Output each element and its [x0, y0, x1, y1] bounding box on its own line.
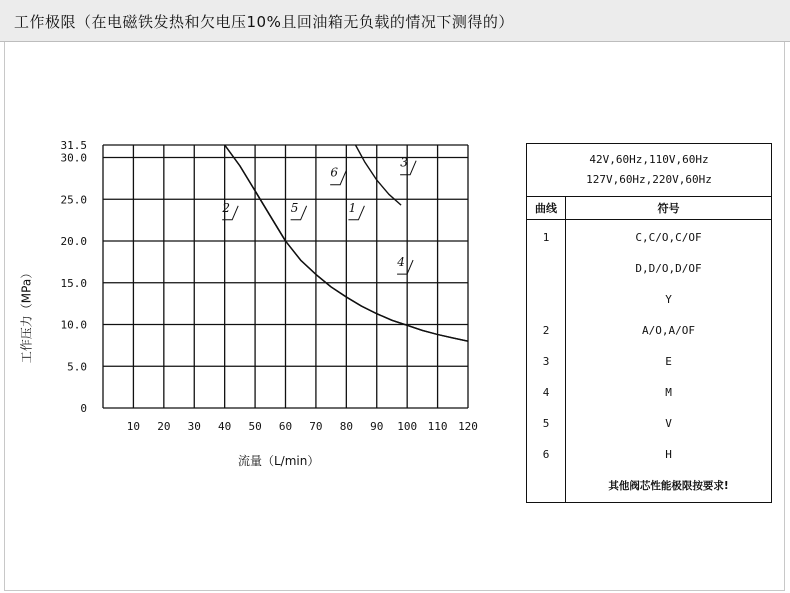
symbol-cell: Y	[665, 293, 672, 306]
curve-5	[255, 191, 346, 297]
symbol-cell: E	[665, 355, 672, 368]
curve-3	[356, 145, 402, 205]
curve-column	[527, 220, 566, 503]
symbol-cell: V	[665, 417, 672, 430]
y-tick-label: 30.0	[60, 151, 87, 165]
symbol-cell: D,D/O,D/OF	[635, 262, 702, 275]
x-tick-label: 120	[458, 420, 478, 433]
curve-label: 3	[400, 155, 408, 170]
x-tick-label: 90	[370, 420, 384, 433]
symbol-cell: H	[665, 448, 672, 461]
symbol-cell: A/O,A/OF	[642, 324, 695, 337]
x-tick-label: 100	[397, 420, 418, 433]
x-tick-label: 10	[126, 420, 141, 433]
curve-label: 5	[290, 200, 299, 215]
x-tick-label: 20	[157, 420, 171, 433]
x-axis-title: 流量（L/min）	[238, 454, 320, 468]
curve-cell: 4	[542, 386, 550, 399]
y-tick-label: 0	[80, 402, 87, 415]
y-tick-label: 31.5	[60, 139, 87, 152]
curve-cell: 3	[542, 355, 550, 368]
voltage-header-line-2: 127V,60Hz,220V,60Hz	[586, 173, 712, 186]
x-tick-label: 110	[427, 420, 448, 433]
y-tick-label: 15.0	[60, 276, 87, 290]
x-tick-label: 30	[187, 420, 201, 433]
x-tick-label: 70	[309, 420, 323, 433]
tick-labels	[61, 139, 478, 433]
curve-cell: 6	[542, 448, 550, 461]
y-tick-label: 25.0	[60, 193, 87, 207]
voltage-header-line-1: 42V,60Hz,110V,60Hz	[589, 153, 709, 166]
page-title: 工作极限（在电磁铁发热和欠电压10%且回油箱无负载的情况下测得的）	[14, 13, 514, 31]
x-tick-label: 50	[248, 420, 262, 433]
curve-cell: 5	[542, 417, 550, 430]
symbol-cell: M	[665, 386, 672, 399]
curve-symbol-table	[526, 143, 772, 503]
y-tick-label: 10.0	[60, 318, 87, 332]
curve-label: 1	[348, 200, 357, 215]
curve-cell: 1	[542, 231, 550, 244]
y-tick-label: 5.0	[67, 360, 87, 374]
curve-label-leaders	[221, 156, 416, 274]
symbol-cell: C,C/O,C/OF	[635, 231, 702, 244]
x-tick-label: 60	[278, 420, 293, 433]
symbol-column	[566, 220, 772, 503]
table-note: 其他阀芯性能极限按要求!	[608, 480, 729, 492]
curve-column-header: 曲线	[527, 197, 566, 220]
curve-cell: 2	[542, 324, 550, 337]
voltage-header-row	[527, 144, 772, 197]
x-tick-label: 40	[218, 420, 232, 433]
table-body-row	[527, 220, 772, 503]
curve-cell	[527, 253, 565, 284]
y-tick-label: 20.0	[60, 235, 87, 249]
curve-label: 6	[330, 165, 338, 180]
column-header-row	[527, 197, 772, 220]
y-axis-title: 工作压力（MPa）	[19, 266, 34, 364]
curve-label: 4	[397, 255, 405, 270]
symbol-column-header: 符号	[566, 197, 772, 220]
curve-cell	[527, 284, 565, 315]
chart-grid	[103, 145, 468, 408]
curve-label: 2	[222, 200, 231, 215]
x-tick-label: 80	[339, 420, 353, 433]
curve-6	[356, 145, 402, 205]
